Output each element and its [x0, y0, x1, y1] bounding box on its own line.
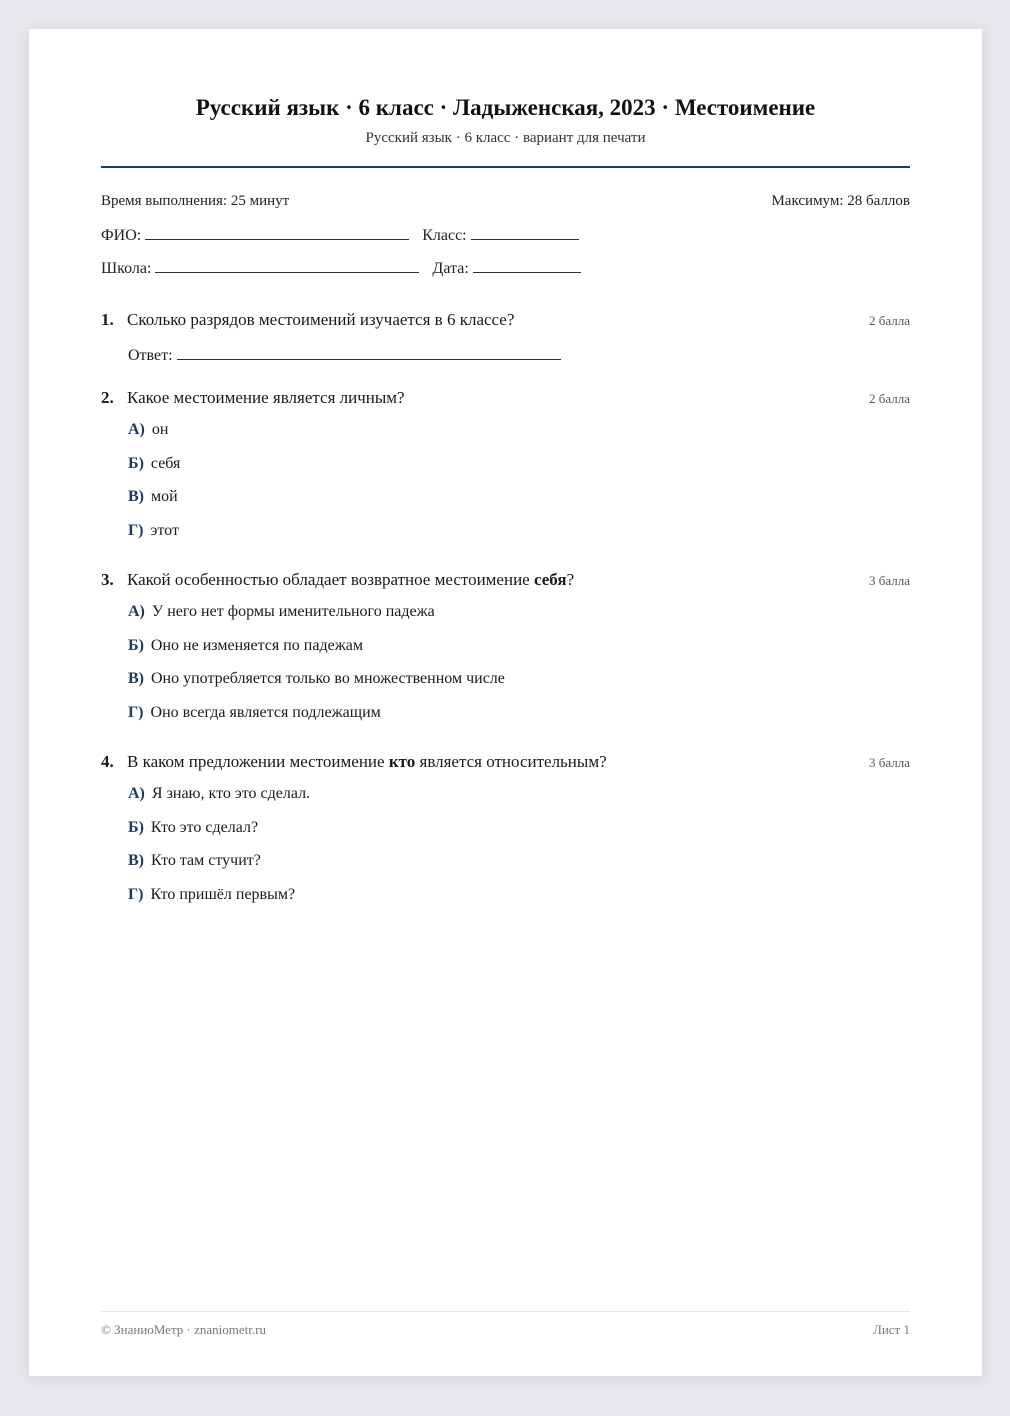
option-b[interactable] [128, 629, 910, 663]
option-letter: Б) [128, 636, 144, 654]
option-letter: В) [128, 670, 144, 688]
fio-label: ФИО: [101, 227, 142, 244]
question-points: 2 балла [869, 391, 910, 406]
option-text: У него нет формы именительного падежа [151, 603, 435, 620]
class-label: Класс: [422, 227, 467, 244]
school-field[interactable] [155, 259, 419, 273]
option-text: Кто пришёл первым? [150, 886, 296, 904]
fio-class-row [101, 226, 592, 245]
option-letter: А) [128, 421, 145, 438]
question-1 [101, 310, 910, 365]
footer-copyright: © ЗнаниоМетр · znaniometr.ru [101, 1322, 266, 1337]
option-text: себя [150, 454, 181, 472]
question-points: 3 балла [869, 573, 910, 588]
question-text: Сколько разрядов местоимений изучается в 6 классе? [127, 310, 515, 329]
option-text: Оно не изменяется по падежам [150, 636, 363, 654]
question-number: 2. [101, 388, 114, 407]
option-text: Оно всегда является подлежащим [150, 704, 381, 722]
options-list [128, 595, 910, 730]
option-c[interactable] [128, 844, 910, 878]
question-number: 4. [101, 752, 114, 771]
option-letter: А) [128, 785, 145, 802]
option-letter: Г) [128, 704, 144, 722]
option-letter: В) [128, 852, 144, 870]
page-number: Лист 1 [873, 1322, 910, 1337]
option-text: Кто это сделал? [150, 818, 259, 836]
page-subtitle: Русский язык · 6 класс · вариант для печати [365, 130, 646, 146]
answer-field[interactable] [177, 346, 561, 360]
option-letter: Г) [128, 886, 144, 904]
options-list [128, 413, 910, 548]
option-text: он [151, 421, 169, 438]
date-label: Дата: [432, 260, 469, 277]
question-3 [101, 570, 910, 730]
question-points: 2 балла [869, 313, 910, 328]
option-text: Оно употребляется только во множественном числе [151, 670, 505, 688]
option-c[interactable] [128, 480, 910, 514]
worksheet-page [29, 29, 982, 1376]
option-d[interactable] [128, 696, 910, 730]
question-text: Какое местоимение является личным? [127, 388, 405, 407]
school-label: Школа: [101, 260, 152, 277]
option-letter: В) [128, 488, 144, 506]
option-d[interactable] [128, 878, 910, 912]
school-date-row [101, 259, 594, 278]
option-letter: Г) [128, 522, 144, 540]
option-a[interactable] [128, 777, 910, 811]
option-b[interactable] [128, 447, 910, 481]
options-list [128, 777, 910, 912]
option-b[interactable] [128, 811, 910, 845]
fio-field[interactable] [145, 226, 409, 240]
page-footer [101, 1322, 910, 1338]
option-text: мой [151, 488, 178, 506]
question-number: 3. [101, 570, 114, 589]
question-points: 3 балла [869, 755, 910, 770]
footer-divider [101, 1311, 910, 1312]
question-text: В каком предложении местоимение кто является относительным? [127, 752, 607, 771]
option-letter: Б) [128, 818, 144, 836]
answer-label: Ответ: [128, 347, 173, 364]
question-text: Какой особенностью обладает возвратное местоимение себя? [127, 570, 575, 589]
option-letter: Б) [128, 454, 144, 472]
time-limit: Время выполнения: 25 минут [101, 193, 290, 209]
question-number: 1. [101, 310, 114, 329]
option-text: Я знаю, кто это сделал. [151, 785, 311, 802]
class-field[interactable] [471, 226, 579, 240]
option-letter: А) [128, 603, 145, 620]
option-a[interactable] [128, 413, 910, 447]
option-c[interactable] [128, 662, 910, 696]
option-text: этот [150, 522, 179, 540]
header-divider [101, 166, 910, 168]
option-d[interactable] [128, 514, 910, 548]
option-a[interactable] [128, 595, 910, 629]
meta-row [101, 193, 910, 210]
date-field[interactable] [473, 259, 581, 273]
question-4 [101, 752, 910, 912]
page-title: Русский язык · 6 класс · Ладыженская, 2023 · Местоимение [195, 95, 816, 120]
answer-row [128, 346, 910, 365]
max-score: Максимум: 28 баллов [771, 193, 910, 209]
question-2 [101, 388, 910, 548]
option-text: Кто там стучит? [151, 852, 261, 870]
